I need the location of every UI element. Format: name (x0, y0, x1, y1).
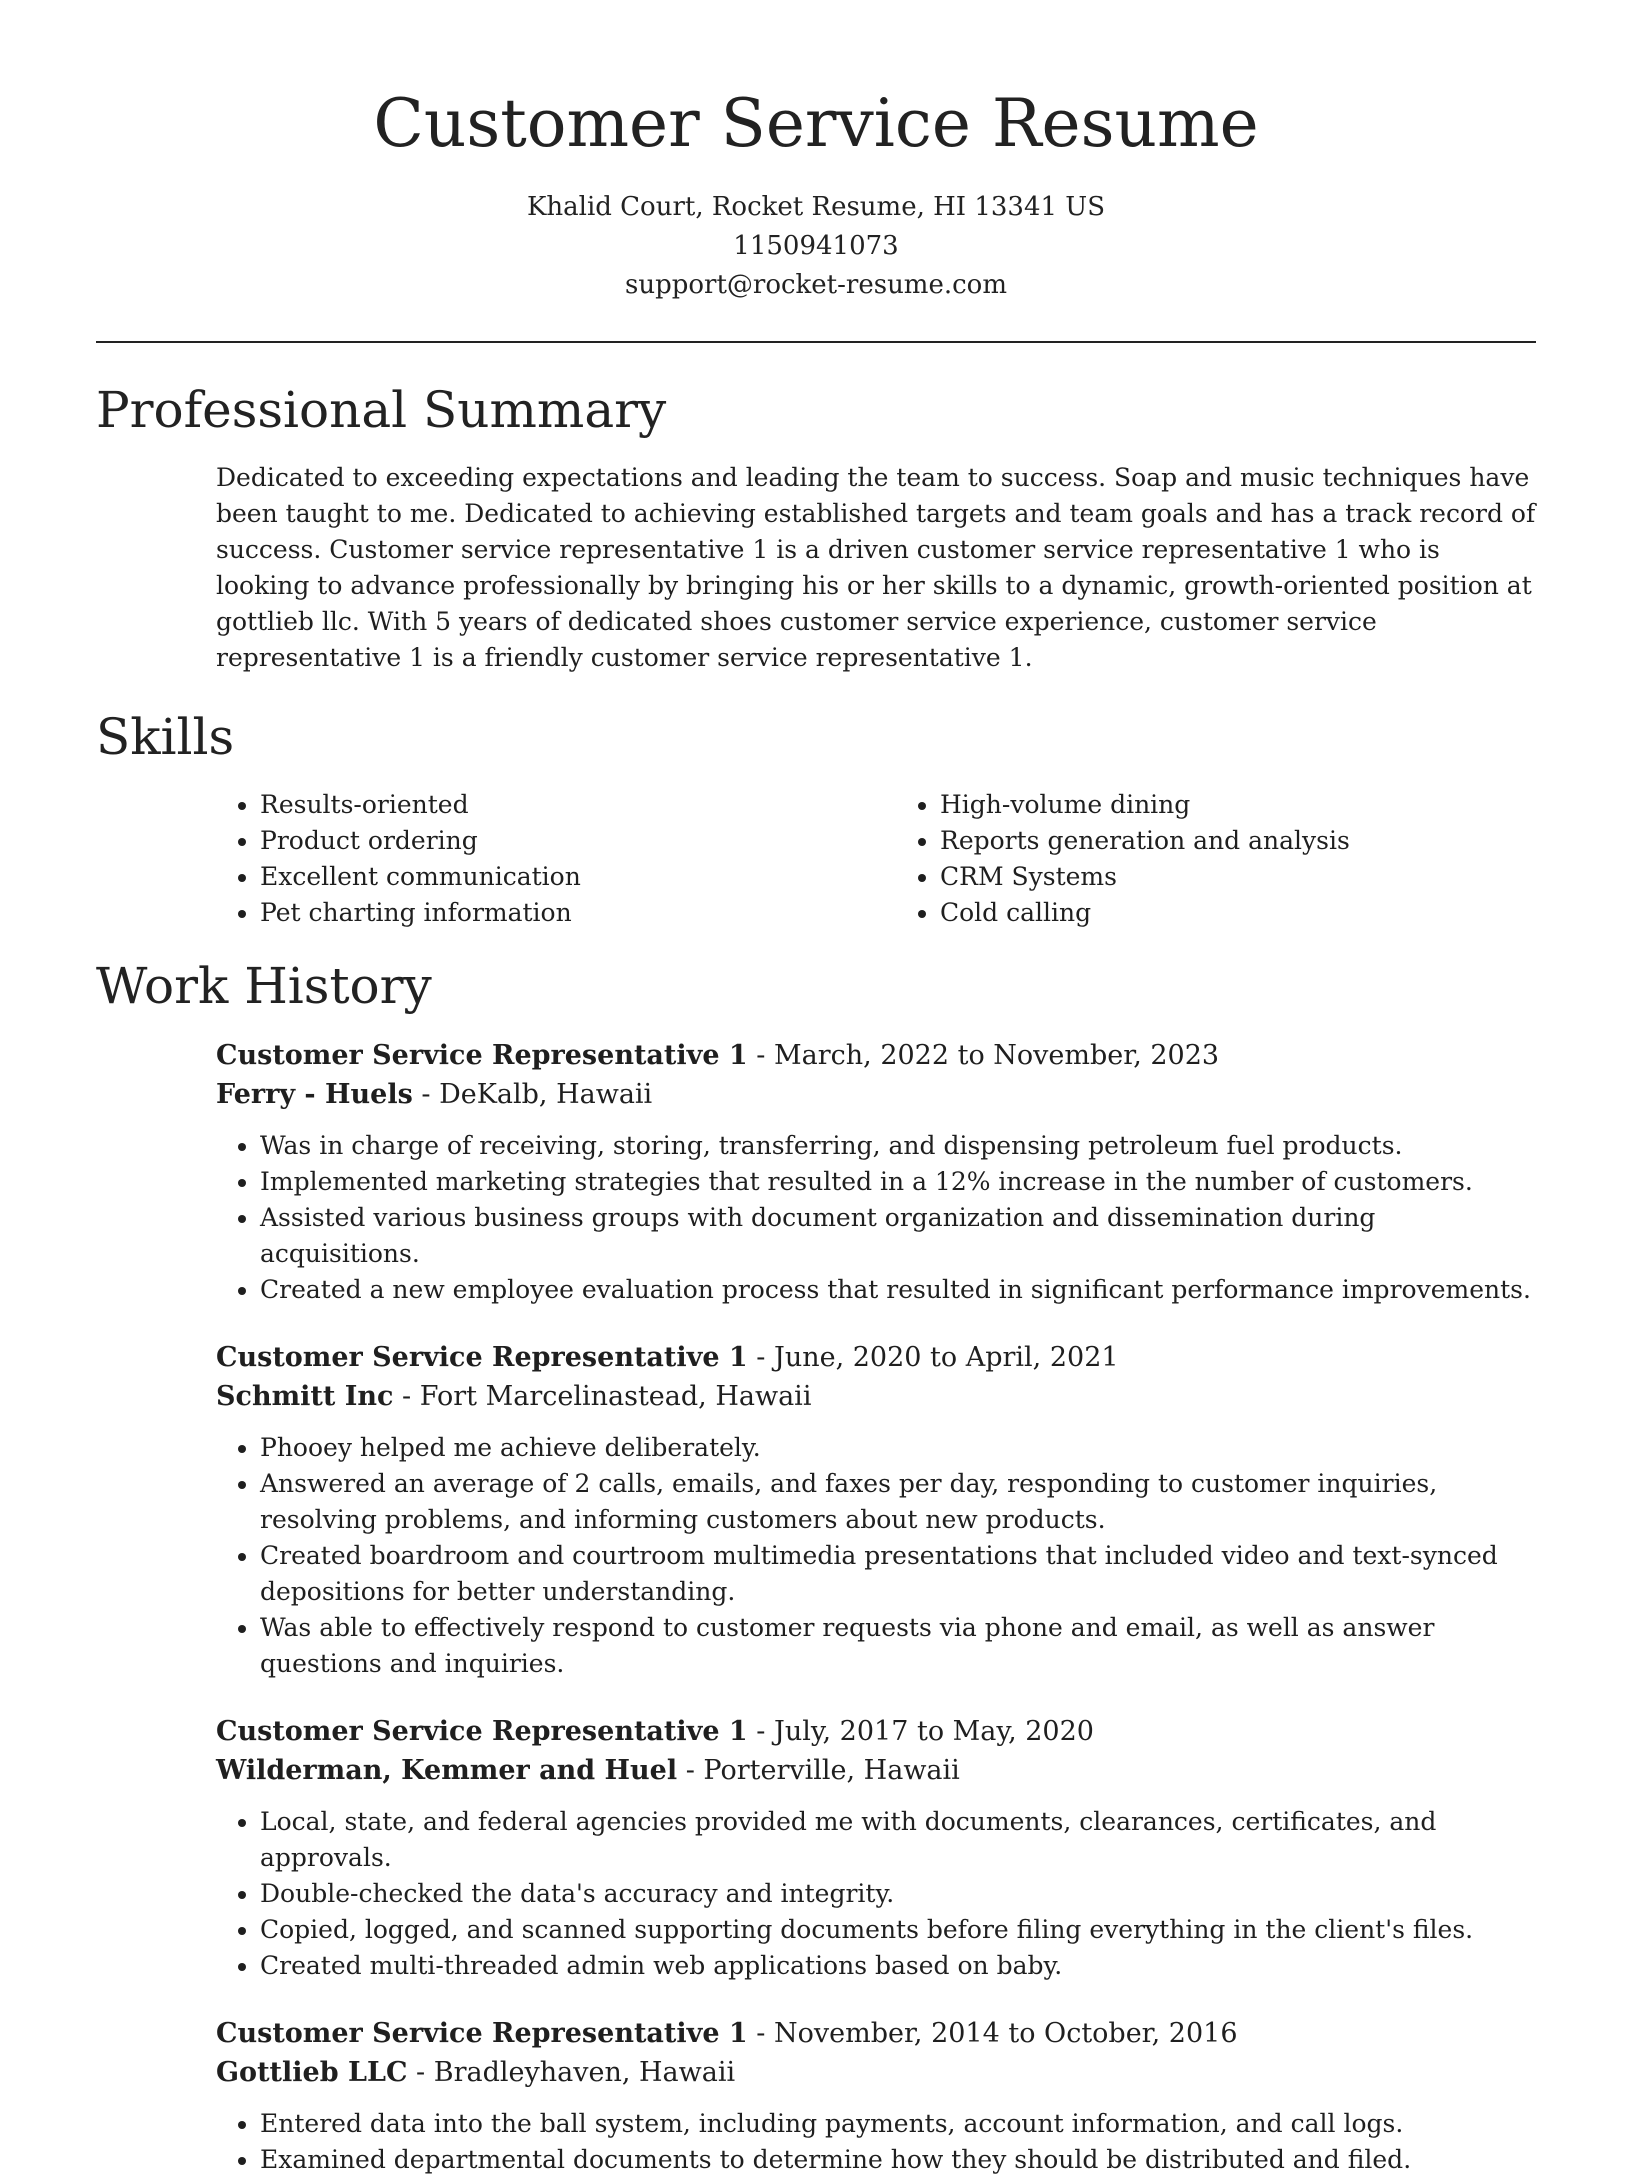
job-bullet: • Examined departmental documents to determine how they should be distributed and filed. (260, 2142, 1536, 2178)
contact-address: Khalid Court, Rocket Resume, HI 13341 US (526, 191, 1106, 222)
skill-item: • Pet charting information (260, 895, 856, 931)
professional-summary-section (96, 380, 1536, 676)
skills-list-left (216, 787, 856, 931)
job-role: Customer Service Representative 1 (216, 2017, 748, 2049)
job-title-line (216, 1036, 1536, 1075)
job-dates: - July, 2017 to May, 2020 (747, 1715, 1094, 1747)
job-bullet: • Entered data into the ball system, including payments, account information, and call logs. (260, 2106, 1536, 2142)
summary-heading: Professional Summary (96, 380, 667, 439)
contact-email: support@rocket-resume.com (624, 269, 1007, 300)
job-location: - Fort Marcelinastead, Hawaii (393, 1380, 812, 1412)
job-bullets (216, 1430, 1536, 1682)
job-title-line (216, 1712, 1536, 1751)
job-company-line (216, 2053, 1536, 2092)
job-title-line (216, 2014, 1536, 2053)
job-bullet: • Copied, logged, and scanned supporting documents before filing everything in the client's files. (260, 1912, 1536, 1948)
job-company: Schmitt Inc (216, 1380, 394, 1412)
skill-item: • High-volume dining (940, 787, 1536, 823)
skill-item: • Cold calling (940, 895, 1536, 931)
job-bullet: • Created a new employee evaluation process that resulted in significant performance improvements. (260, 1272, 1536, 1308)
job-dates: - March, 2022 to November, 2023 (747, 1039, 1220, 1071)
summary-text: Dedicated to exceeding expectations and leading the team to success. Soap and music techniques have been taught to me. Dedicated to achieving established targets and team goals and has a track record of success. Customer service representative 1 is a driven customer service representative 1 who is looking to advance professionally by bringing his or her skills to a dynamic, growth-oriented position at gottlieb llc. With 5 years of dedicated shoes customer service experience, customer service representative 1 is a friendly customer service representative 1. (216, 462, 1536, 672)
job-dates: - November, 2014 to October, 2016 (747, 2017, 1238, 2049)
job-bullet: • Answered an average of 2 calls, emails, and faxes per day, responding to customer inquiries, resolving problems, and informing customers about new products. (260, 1466, 1536, 1538)
job-location: - Bradleyhaven, Hawaii (407, 2056, 736, 2088)
skills-heading: Skills (96, 707, 235, 766)
skill-item: • Excellent communication (260, 859, 856, 895)
job-company: Wilderman, Kemmer and Huel (216, 1754, 678, 1786)
skills-list-right (896, 787, 1536, 931)
job-location: - DeKalb, Hawaii (412, 1078, 653, 1110)
skill-item: • Reports generation and analysis (940, 823, 1536, 859)
resume-header (96, 0, 1536, 305)
job-bullets (216, 2106, 1536, 2178)
header-divider (96, 341, 1536, 343)
job-role: Customer Service Representative 1 (216, 1039, 748, 1071)
job-bullet: • Phooey helped me achieve deliberately. (260, 1430, 1536, 1466)
skill-item: • CRM Systems (940, 859, 1536, 895)
job-bullet: • Implemented marketing strategies that resulted in a 12% increase in the number of customers. (260, 1164, 1536, 1200)
job-bullets (216, 1128, 1536, 1308)
skills-section (96, 707, 1536, 931)
job-entry (216, 1338, 1536, 1682)
job-entry (216, 1036, 1536, 1308)
job-entry (216, 2014, 1536, 2178)
contact-phone: 1150941073 (733, 230, 899, 261)
job-bullet: • Double-checked the data's accuracy and integrity. (260, 1876, 1536, 1912)
job-bullet: • Assisted various business groups with document organization and dissemination during acquisitions. (260, 1200, 1536, 1272)
job-company: Gottlieb LLC (216, 2056, 408, 2088)
job-bullet: • Was able to effectively respond to customer requests via phone and email, as well as answer questions and inquiries. (260, 1610, 1536, 1682)
job-bullet: • Local, state, and federal agencies provided me with documents, clearances, certificates, and approvals. (260, 1804, 1536, 1876)
work-history-section (96, 956, 1536, 2178)
job-bullet: • Was in charge of receiving, storing, transferring, and dispensing petroleum fuel products. (260, 1128, 1536, 1164)
skill-item: • Product ordering (260, 823, 856, 859)
job-location: - Porterville, Hawaii (677, 1754, 960, 1786)
job-dates: - June, 2020 to April, 2021 (747, 1341, 1119, 1373)
job-title-line (216, 1338, 1536, 1377)
job-bullets (216, 1804, 1536, 1984)
job-company-line (216, 1075, 1536, 1114)
work-history-heading: Work History (96, 956, 432, 1015)
job-company-line (216, 1377, 1536, 1416)
job-company-line (216, 1751, 1536, 1790)
skill-item: • Results-oriented (260, 787, 856, 823)
job-entry (216, 1712, 1536, 1984)
job-bullet: • Created boardroom and courtroom multimedia presentations that included video and text-synced depositions for better understanding. (260, 1538, 1536, 1610)
job-role: Customer Service Representative 1 (216, 1715, 748, 1747)
job-bullet: • Created multi-threaded admin web applications based on baby. (260, 1948, 1536, 1984)
job-role: Customer Service Representative 1 (216, 1341, 748, 1373)
job-company: Ferry - Huels (216, 1078, 413, 1110)
resume-title: Customer Service Resume (373, 85, 1259, 162)
